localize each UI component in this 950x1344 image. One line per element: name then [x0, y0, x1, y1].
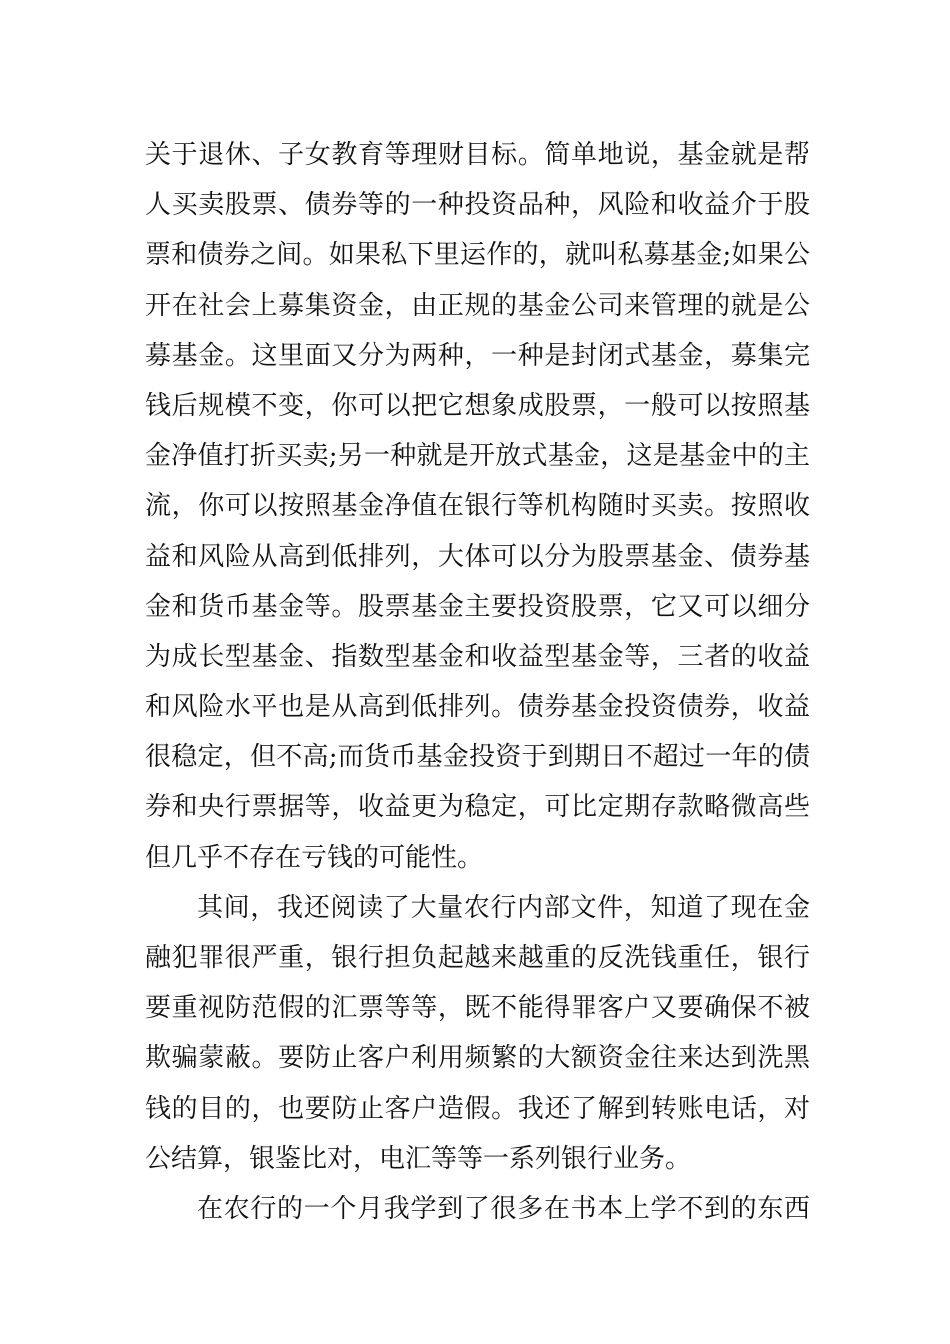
paragraph-line: 票和债券之间。如果私下里运作的，就叫私募基金;如果公 [145, 240, 810, 271]
paragraph-line: 益和风险从高到低排列，大体可以分为股票基金、债券基 [145, 541, 810, 572]
paragraph-line: 人买卖股票、债券等的一种投资品种，风险和收益介于股 [145, 190, 810, 221]
paragraph-line: 开在社会上募集资金，由正规的基金公司来管理的就是公 [145, 290, 810, 321]
paragraph-line: 要重视防范假的汇票等等，既不能得罪客户又要确保不被 [145, 993, 810, 1024]
paragraph-line: 为成长型基金、指数型基金和收益型基金等，三者的收益 [145, 641, 810, 672]
paragraph-1 [145, 130, 810, 883]
paragraph-2 [145, 883, 810, 1184]
paragraph-line: 公结算，银鉴比对，电汇等等一系列银行业务。 [145, 1143, 692, 1174]
paragraph-line: 融犯罪很严重，银行担负起越来越重的反洗钱重任，银行 [145, 943, 810, 973]
paragraph-line: 钱后规模不变，你可以把它想象成股票，一般可以按照基 [145, 390, 810, 421]
paragraph-line: 钱的目的，也要防止客户造假。我还了解到转账电话，对 [145, 1093, 810, 1124]
document-body [145, 130, 810, 1234]
paragraph-line: 欺骗蒙蔽。要防止客户利用频繁的大额资金往来达到洗黑 [145, 1043, 810, 1074]
paragraph-line: 券和央行票据等，收益更为稳定，可比定期存款略微高些 [145, 792, 810, 823]
paragraph-line: 和风险水平也是从高到低排列。债券基金投资债券，收益 [145, 692, 810, 723]
paragraph-line: 关于退休、子女教育等理财目标。简单地说，基金就是帮 [145, 140, 810, 170]
paragraph-line: 金和货币基金等。股票基金主要投资股票，它又可以细分 [145, 591, 810, 622]
paragraph-line: 流，你可以按照基金净值在银行等机构随时买卖。按照收 [145, 491, 810, 522]
paragraph-line: 很稳定，但不高;而货币基金投资于到期日不超过一年的债 [145, 742, 810, 773]
paragraph-3 [145, 1184, 810, 1234]
paragraph-line: 金净值打折买卖;另一种就是开放式基金，这是基金中的主 [145, 441, 810, 472]
paragraph-line: 但几乎不存在亏钱的可能性。 [145, 842, 484, 873]
paragraph-line: 募基金。这里面又分为两种，一种是封闭式基金，募集完 [145, 340, 810, 371]
paragraph-line: 在农行的一个月我学到了很多在书本上学不到的东西 [197, 1193, 810, 1224]
paragraph-line: 其间，我还阅读了大量农行内部文件，知道了现在金 [197, 892, 810, 923]
